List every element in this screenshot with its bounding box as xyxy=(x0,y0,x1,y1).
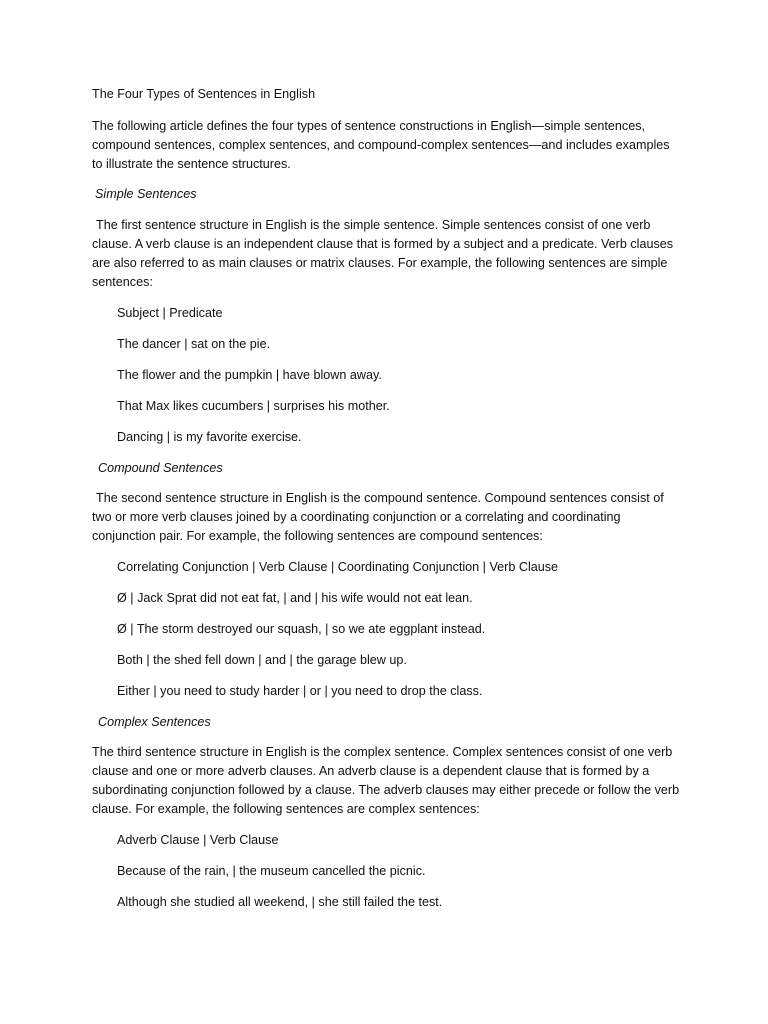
simple-example-0: Subject | Predicate xyxy=(117,306,223,320)
simple-example-2: The flower and the pumpkin | have blown away. xyxy=(117,368,382,382)
compound-sentences-heading: Compound Sentences xyxy=(98,461,223,475)
compound-example-3: Both | the shed fell down | and | the garage blew up. xyxy=(117,653,407,667)
complex-example-2: Although she studied all weekend, | she still failed the test. xyxy=(117,895,443,909)
simple-example-4: Dancing | is my favorite exercise. xyxy=(117,430,302,444)
document-title: The Four Types of Sentences in English xyxy=(92,87,316,101)
simple-example-1: The dancer | sat on the pie. xyxy=(117,337,271,351)
simple-sentences-paragraph: The first sentence structure in English is the simple sentence. Simple sentences consist of one verb clause. A verb clause is an independent clause that is formed by a subject and a predicate. Verb clauses are also referred to as main clauses or matrix clauses. For example, the following sentences are simple sentences: xyxy=(92,218,674,289)
simple-example-3: That Max likes cucumbers | surprises his mother. xyxy=(117,399,390,413)
complex-example-1: Because of the rain, | the museum cancelled the picnic. xyxy=(117,864,426,878)
compound-example-2: Ø | The storm destroyed our squash, | so we ate eggplant instead. xyxy=(117,622,486,636)
compound-example-0: Correlating Conjunction | Verb Clause | Coordinating Conjunction | Verb Clause xyxy=(117,560,559,574)
compound-example-4: Either | you need to study harder | or | you need to drop the class. xyxy=(117,684,483,698)
intro-paragraph: The following article defines the four types of sentence constructions in English—simple sentences, compound sentences, complex sentences, and compound-complex sentences—and includes examples to illustrate the sentence structures. xyxy=(92,119,670,171)
simple-sentences-heading: Simple Sentences xyxy=(95,187,197,201)
complex-sentences-heading: Complex Sentences xyxy=(98,715,211,729)
complex-example-0: Adverb Clause | Verb Clause xyxy=(117,833,279,847)
compound-example-1: Ø | Jack Sprat did not eat fat, | and | his wife would not eat lean. xyxy=(117,591,473,605)
complex-sentences-paragraph: The third sentence structure in English is the complex sentence. Complex sentences consist of one verb clause and one or more adverb clauses. An adverb clause is a dependent clause that is formed by a subordinating conjunction followed by a clause. The adverb clauses may either precede or follow the verb clause. For example, the following sentences are complex sentences: xyxy=(92,745,680,816)
compound-sentences-paragraph: The second sentence structure in English is the compound sentence. Compound sentences consist of two or more verb clauses joined by a coordinating conjunction or a correlating and coordinating conjunction pair. For example, the following sentences are compound sentences: xyxy=(92,491,664,543)
